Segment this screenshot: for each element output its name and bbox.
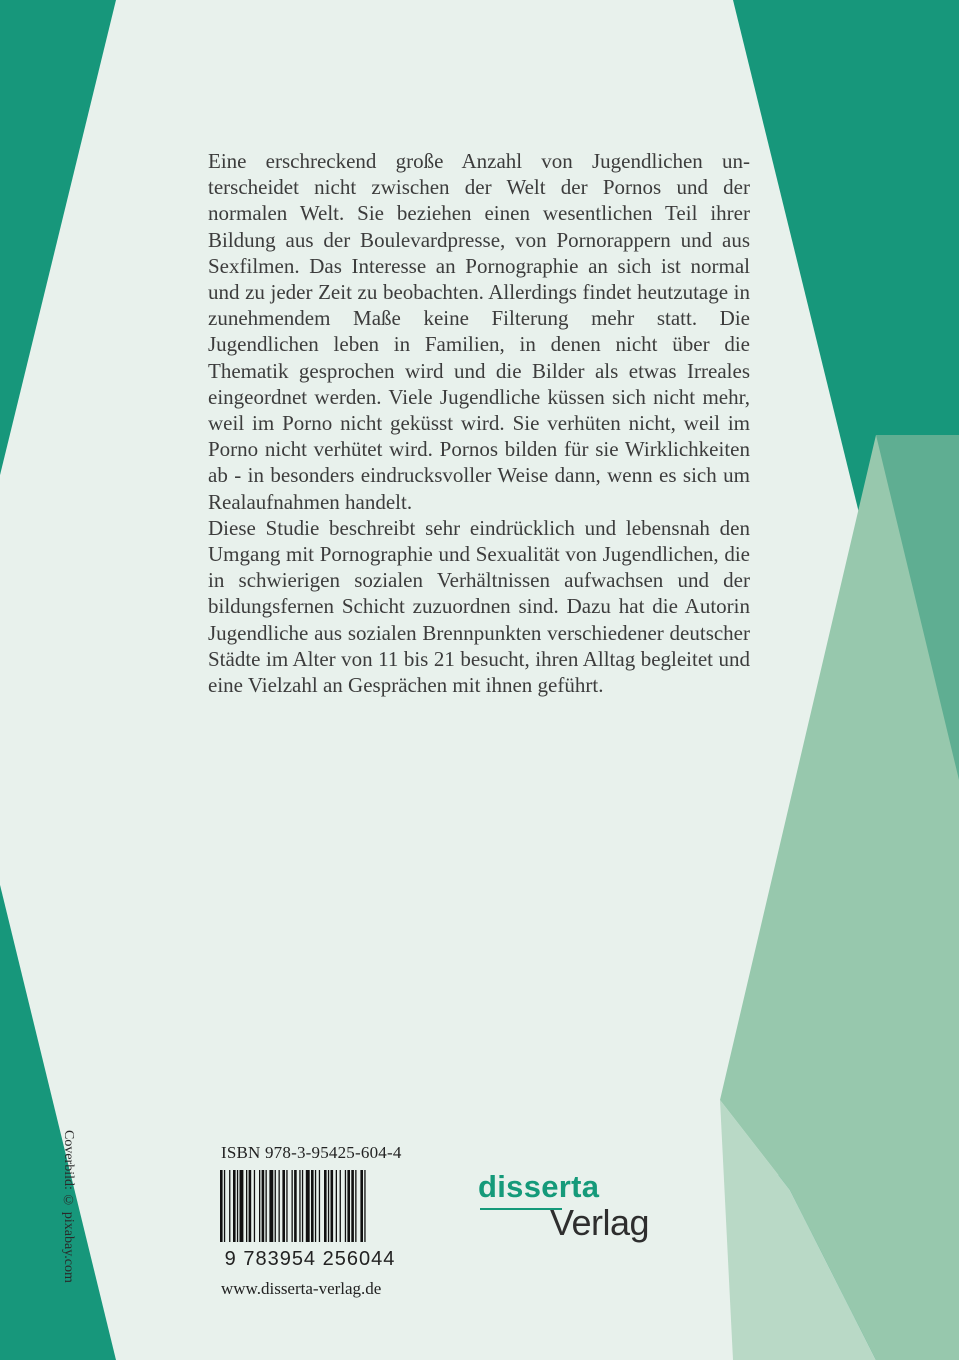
- barcode-bars: [220, 1170, 366, 1242]
- logo-wordmark-top: disserta: [478, 1169, 600, 1204]
- isbn-label: ISBN 978-3-95425-604-4: [221, 1143, 402, 1162]
- barcode-bar: [294, 1170, 297, 1242]
- barcode-bar: [262, 1170, 265, 1242]
- barcode-bar: [360, 1170, 363, 1242]
- barcode-bar: [286, 1170, 287, 1242]
- barcode-bar: [269, 1170, 273, 1242]
- barcode-bar: [233, 1170, 236, 1242]
- publisher-logo: [478, 1170, 678, 1250]
- barcode-bar: [345, 1170, 346, 1242]
- barcode-bar: [351, 1170, 354, 1242]
- barcode-bar: [347, 1170, 350, 1242]
- barcode-bar: [340, 1170, 341, 1242]
- barcode-bar: [220, 1170, 223, 1242]
- publisher-url[interactable]: www.disserta-verlag.de: [221, 1279, 382, 1298]
- barcode-bar: [275, 1170, 276, 1242]
- barcode-bar: [259, 1170, 260, 1242]
- barcode-bar: [229, 1170, 230, 1242]
- barcode-bar: [292, 1170, 293, 1242]
- barcode-bar: [249, 1170, 252, 1242]
- barcode-bar: [319, 1170, 320, 1242]
- blurb-paragraph-2: Diese Studie beschreibt sehr eindrücklich und lebensnah den Umgang mit Pornographie und Sexualität von Jugendlichen, die in schwierigen sozialen Verhältnissen aufwachsen und der bildungsfernen Schicht zuzuordnen sind. Dazu hat die Autorin Jugendliche aus sozialen Brennpunkten verschiedener deutscher Städte im Alter von 11 bis 21 besucht, ihren Alltag begleitet und eine Vielzahl an Gesprächen mit ihnen geführt.: [208, 515, 750, 698]
- barcode-bar: [331, 1170, 334, 1242]
- barcode-bar: [299, 1170, 300, 1242]
- barcode-bar: [254, 1170, 255, 1242]
- barcode-bar: [324, 1170, 327, 1242]
- barcode-bar: [302, 1170, 303, 1242]
- barcode-bar: [336, 1170, 337, 1242]
- barcode-bar: [306, 1170, 310, 1242]
- barcode-bar: [246, 1170, 247, 1242]
- logo-wordmark-bottom: Verlag: [550, 1202, 650, 1243]
- barcode-bar: [266, 1170, 267, 1242]
- barcode: [200, 1168, 420, 1268]
- barcode-bar: [224, 1170, 225, 1242]
- barcode-bar: [364, 1170, 365, 1242]
- blurb-text: [208, 148, 750, 698]
- cover-image-credit: Coverbild: © pixabay.com: [61, 1130, 76, 1283]
- barcode-bar: [315, 1170, 316, 1242]
- barcode-bar: [240, 1170, 244, 1242]
- barcode-bar: [328, 1170, 329, 1242]
- blurb-paragraph-1: Eine erschreckend große Anzahl von Jugendlichen unterscheidet nicht zwischen der Welt der Pornos und der normalen Welt. Sie beziehen einen wesentlichen Teil ihrer Bildung aus der Boulevardpresse, von Pornorappern und aus Sexfilmen. Das Interesse an Pornographie an sich ist normal und zu jeder Zeit zu beobachten. Allerdings findet heutzutage in zunehmendem Maße keine Filterung mehr statt. Die Jugendlichen leben in Familien, in denen nicht über die Thematik gesprochen wird und die Bilder als etwas Irreales eingeordnet werden. Viele Jugendliche küssen sich nicht mehr, weil im Porno nicht geküsst wird. Sie verhüten nicht, weil im Porno nicht verhütet wird. Pornos bilden für sie Wirklichkeiten ab - in besonders eindrucksvoller Weise dann, wenn es sich um Realaufnahmen handelt.: [208, 149, 750, 514]
- barcode-bar: [237, 1170, 238, 1242]
- barcode-bar: [355, 1170, 356, 1242]
- barcode-bar: [282, 1170, 285, 1242]
- barcode-digits: 9 783954 256044: [224, 1248, 396, 1268]
- barcode-bar: [279, 1170, 280, 1242]
- barcode-bar: [311, 1170, 314, 1242]
